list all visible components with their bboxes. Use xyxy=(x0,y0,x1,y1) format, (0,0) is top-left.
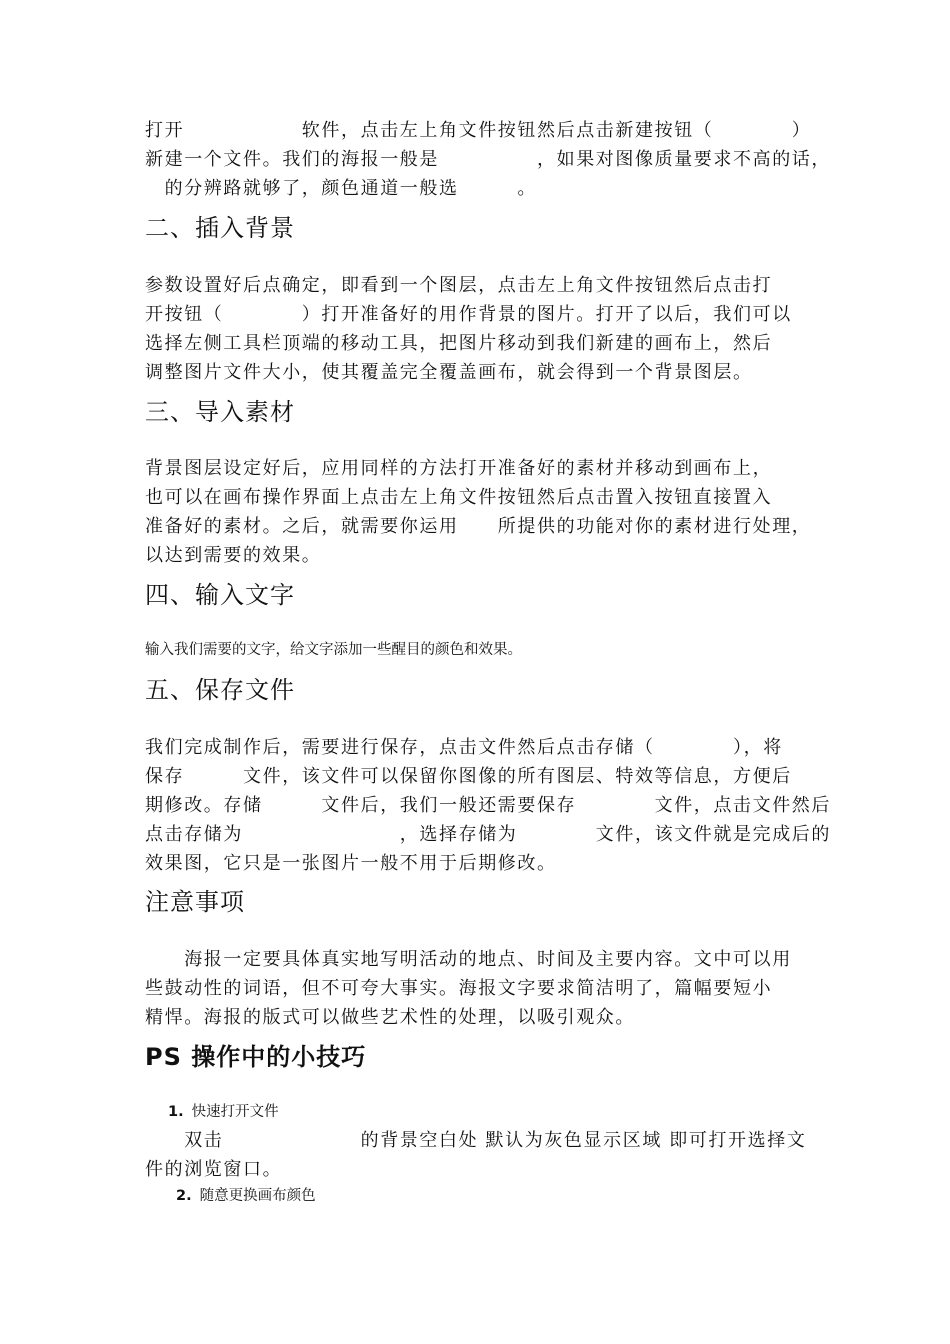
tip-item-1-title xyxy=(168,1102,279,1122)
input-text-paragraph: 输入我们需要的文字，给文字添加一些醒目的颜色和效果。 xyxy=(145,642,522,658)
tip-item-1-label: 快速打开文件 xyxy=(191,1104,279,1120)
save-file-paragraph xyxy=(145,733,831,878)
section-heading-import-materials: 三、导入素材 xyxy=(145,398,295,426)
save-file-line-2: 保存 文件，该文件可以保留你图像的所有图层、特效等信息，方便后 xyxy=(145,766,792,787)
notes-line-1: 海报一定要具体真实地写明活动的地点、时间及主要内容。文中可以用 xyxy=(145,949,792,970)
insert-background-line-3: 选择左侧工具栏顶端的移动工具，把图片移动到我们新建的画布上，然后 xyxy=(145,333,773,354)
save-file-line-1: 我们完成制作后，需要进行保存，点击文件然后点击存储（ ），将 xyxy=(145,737,783,758)
import-materials-line-4: 以达到需要的效果。 xyxy=(145,545,322,566)
import-materials-line-1: 背景图层设定好后，应用同样的方法打开准备好的素材并移动到画布上， xyxy=(145,458,773,479)
tip-item-1-line-1: 双击 的背景空白处 默认为灰色显示区域 即可打开选择文 xyxy=(145,1130,807,1151)
section-heading-ps-tips: PS 操作中的小技巧 xyxy=(145,1043,367,1071)
tip-item-1-number: 1. xyxy=(168,1104,184,1120)
insert-background-line-4: 调整图片文件大小，使其覆盖完全覆盖画布，就会得到一个背景图层。 xyxy=(145,362,753,383)
tip-item-2-title xyxy=(176,1186,316,1206)
save-file-line-3: 期修改。存储 文件后，我们一般还需要保存 文件，点击文件然后 xyxy=(145,795,831,816)
import-materials-line-3: 准备好的素材。之后，就需要你运用 所提供的功能对你的素材进行处理， xyxy=(145,516,812,537)
section-heading-insert-background: 二、插入背景 xyxy=(145,214,295,242)
insert-background-line-1: 参数设置好后点确定，即看到一个图层，点击左上角文件按钮然后点击打 xyxy=(145,275,773,296)
notes-line-2: 些鼓动性的词语，但不可夸大事实。海报文字要求简洁明了，篇幅要短小 xyxy=(145,978,773,999)
insert-background-line-2: 开按钮（ ）打开准备好的用作背景的图片。打开了以后，我们可以 xyxy=(145,304,792,325)
tip-item-2-label: 随意更换画布颜色 xyxy=(199,1188,316,1204)
notes-paragraph xyxy=(145,945,810,1032)
tip-item-2-number: 2. xyxy=(176,1188,192,1204)
intro-line-1: 打开 软件，点击左上角文件按钮然后点击新建按钮（ ） xyxy=(145,120,812,141)
notes-line-3: 精悍。海报的版式可以做些艺术性的处理，以吸引观众。 xyxy=(145,1007,635,1028)
insert-background-paragraph xyxy=(145,271,810,387)
import-materials-paragraph xyxy=(145,454,810,570)
section-heading-save-file: 五、保存文件 xyxy=(145,676,295,704)
intro-line-3: 的分辨路就够了，颜色通道一般选 。 xyxy=(145,178,537,199)
tip-item-1-line-2: 件的浏览窗口。 xyxy=(145,1159,283,1180)
tip-item-1-body xyxy=(145,1126,810,1184)
save-file-line-5: 效果图，它只是一张图片一般不用于后期修改。 xyxy=(145,853,557,874)
intro-paragraph xyxy=(145,116,831,203)
section-heading-input-text: 四、输入文字 xyxy=(145,581,295,609)
import-materials-line-2: 也可以在画布操作界面上点击左上角文件按钮然后点击置入按钮直接置入 xyxy=(145,487,773,508)
intro-line-2: 新建一个文件。我们的海报一般是 ，如果对图像质量要求不高的话， xyxy=(145,149,831,170)
section-heading-notes: 注意事项 xyxy=(145,888,245,916)
save-file-line-4: 点击存储为 ，选择存储为 文件，该文件就是完成后的 xyxy=(145,824,831,845)
